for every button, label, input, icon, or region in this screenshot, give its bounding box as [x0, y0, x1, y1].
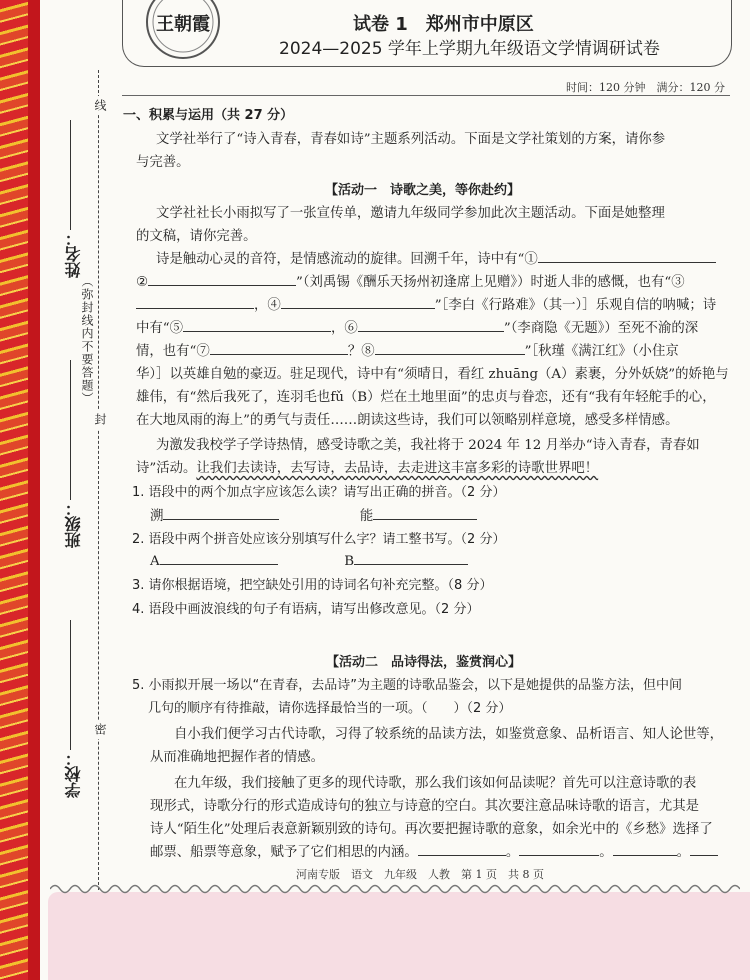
blank-5[interactable]: [183, 319, 331, 332]
seal-char-feng: 封: [92, 410, 109, 429]
seal-note: （弥封线内不要答题）: [80, 275, 94, 405]
activity1-para-1: 文学社社长小雨拟写了一张宣传单，邀请九年级同学参加此次主题活动。下面是她整理: [156, 206, 665, 221]
publisher-logo-icon: [139, 0, 227, 60]
q5-blank-4: [690, 843, 718, 856]
poem-line-6: 华）］以英雄自勉的豪迈。驻足现代，诗中有“须晴日，看红 zhuāng（A）素裹，分外妖娆”的娇艳与: [136, 367, 729, 382]
q1-blank-a[interactable]: [163, 507, 279, 520]
bottom-pink-panel: [48, 892, 750, 980]
logo-text: 王朝霞: [156, 14, 210, 35]
q1-answer-row: 溯 能: [150, 505, 477, 524]
poem-line-3: ，④ ”［李白《行路难》（其一）］乐观自信的呐喊；诗: [136, 294, 716, 313]
poem-line-2: ② ”（刘禹锡《酬乐天扬州初逢席上见赠》）时逝人非的感慨，也有“③: [136, 275, 685, 290]
class-field[interactable]: [70, 360, 71, 500]
footer-wave-border: [50, 882, 740, 896]
invite-line-2: 诗”活动。让我们去读诗，去写诗，去品诗，去走进这丰富多彩的诗歌世界吧！: [136, 461, 599, 476]
activity1-title: 【活动一 诗歌之美，等你赴约】: [325, 183, 521, 198]
blank-3[interactable]: [136, 296, 254, 309]
seal-dashed-line: [98, 70, 99, 890]
blank-4[interactable]: [281, 296, 435, 309]
school-label: 学校：: [64, 750, 83, 798]
question-1: 1. 语段中的两个加点字应该怎么读？请写出正确的拼音。（2 分）: [132, 485, 506, 500]
wavy-sentence: 让我们去读诗，去写诗，去品诗，去走进这丰富多彩的诗歌世界吧！: [196, 461, 599, 476]
question-3: 3. 请你根据语境，把空缺处引用的诗词名句补充完整。（8 分）: [132, 578, 493, 593]
exam-subtitle: 2024—2025 学年上学期九年级语文学情调研试卷: [279, 39, 660, 59]
q5-blank-2: [519, 843, 599, 856]
name-label: 姓名：: [64, 230, 83, 278]
question-5-line-1: 5. 小雨拟开展一场以“在青春，去品诗”为主题的诗歌品鉴会，以下是她提供的品鉴方法，但中间: [132, 678, 683, 693]
school-field[interactable]: [70, 620, 71, 750]
question-2: 2. 语段中两个拼音处应该分别填写什么字？请工整书写。（2 分）: [132, 532, 506, 547]
poem-line-1: 诗是触动心灵的音符，是情感流动的旋律。回溯千年，诗中有“①: [156, 248, 716, 267]
blank-1[interactable]: [538, 250, 716, 263]
invite-line-1: 为激发我校学子学诗热情，感受诗歌之美，我社将于 2024 年 12 月举办“诗入青春，青春如: [156, 438, 700, 453]
intro-line-2: 与完善。: [136, 155, 190, 170]
question-4: 4. 语段中画波浪线的句子有语病，请写出修改意见。（2 分）: [132, 602, 480, 617]
blank-2[interactable]: [148, 273, 296, 286]
exam-header: [122, 0, 732, 67]
q5-blank-3: [613, 843, 677, 856]
activity2-title: 【活动二 品诗得法，鉴赏润心】: [326, 655, 522, 670]
q5-para-5: 诗人“陌生化”处理后表意新颖别致的诗句。再次要把握诗歌的意象，如余光中的《乡愁》选择了: [150, 822, 713, 837]
poem-line-7: 雄伟，有“然后我死了，连羽毛也fǔ（B）烂在土地里面”的忠贞与眷恋，还有“我有年轻舵手的心，: [136, 390, 716, 405]
q1-blank-b[interactable]: [373, 507, 477, 520]
activity1-para-2: 的文稿，请你完善。: [136, 229, 257, 244]
q5-para-6: 邮票、船票等意象，赋予了它们相思的内涵。 。 。 。: [150, 841, 718, 860]
seal-char-mi: 密: [92, 720, 109, 739]
q5-para-3: 在九年级，我们接触了更多的现代诗歌，那么我们该如何品读呢？首先可以注意诗歌的表: [174, 776, 697, 791]
decorative-band-inner: [28, 0, 40, 980]
name-field[interactable]: [70, 120, 71, 230]
seal-char-xian: 线: [92, 96, 109, 115]
q5-blank-1: [418, 843, 506, 856]
q5-para-1: 自小我们便学习古代诗歌，习得了较系统的品读方法，如鉴赏意象、品析语言、知人论世等，: [174, 727, 724, 742]
intro-line-1: 文学社举行了“诗入青春，青春如诗”主题系列活动。下面是文学社策划的方案，请你参: [156, 132, 666, 147]
section-title: 一、积累与运用（共 27 分）: [123, 108, 294, 123]
poem-line-5: 情，也有“⑦ ？⑧ ”［秋瑾《满江红》（小住京: [136, 344, 679, 359]
q5-para-4: 现形式，诗歌分行的形式造成诗句的独立与诗意的空白。其次要注意品味诗歌的语言，尤其是: [150, 799, 700, 814]
blank-8[interactable]: [375, 342, 525, 355]
page-footer: 河南专版 语文 九年级 人教 第 1 页 共 8 页: [296, 868, 544, 881]
q2-blank-a[interactable]: [160, 552, 278, 565]
class-label: 班级：: [64, 500, 83, 548]
poem-line-4: 中有“⑤ ，⑥ ”（李商隐《无题》）至死不渝的深: [136, 321, 699, 336]
q2-answer-row: A B: [150, 552, 468, 569]
blank-6[interactable]: [358, 319, 504, 332]
q5-para-2: 从而准确地把握作者的情感。: [150, 750, 325, 765]
question-5-line-2: 几句的顺序有待推敲，请你选择最恰当的一项。（ ）（2 分）: [148, 701, 512, 716]
poem-line-8: 在大地凤雨的海上”的勇气与责任……朗读这些诗，我们可以领略别样意境，感受多样情感。: [136, 413, 679, 428]
exam-title: 试卷 1 郑州市中原区: [353, 14, 534, 35]
blank-7[interactable]: [210, 342, 348, 355]
q2-blank-b[interactable]: [354, 552, 468, 565]
time-info: 时间：120 分钟 满分：120 分: [566, 81, 725, 94]
header-rule: [122, 95, 730, 96]
binding-strip: [40, 60, 120, 900]
